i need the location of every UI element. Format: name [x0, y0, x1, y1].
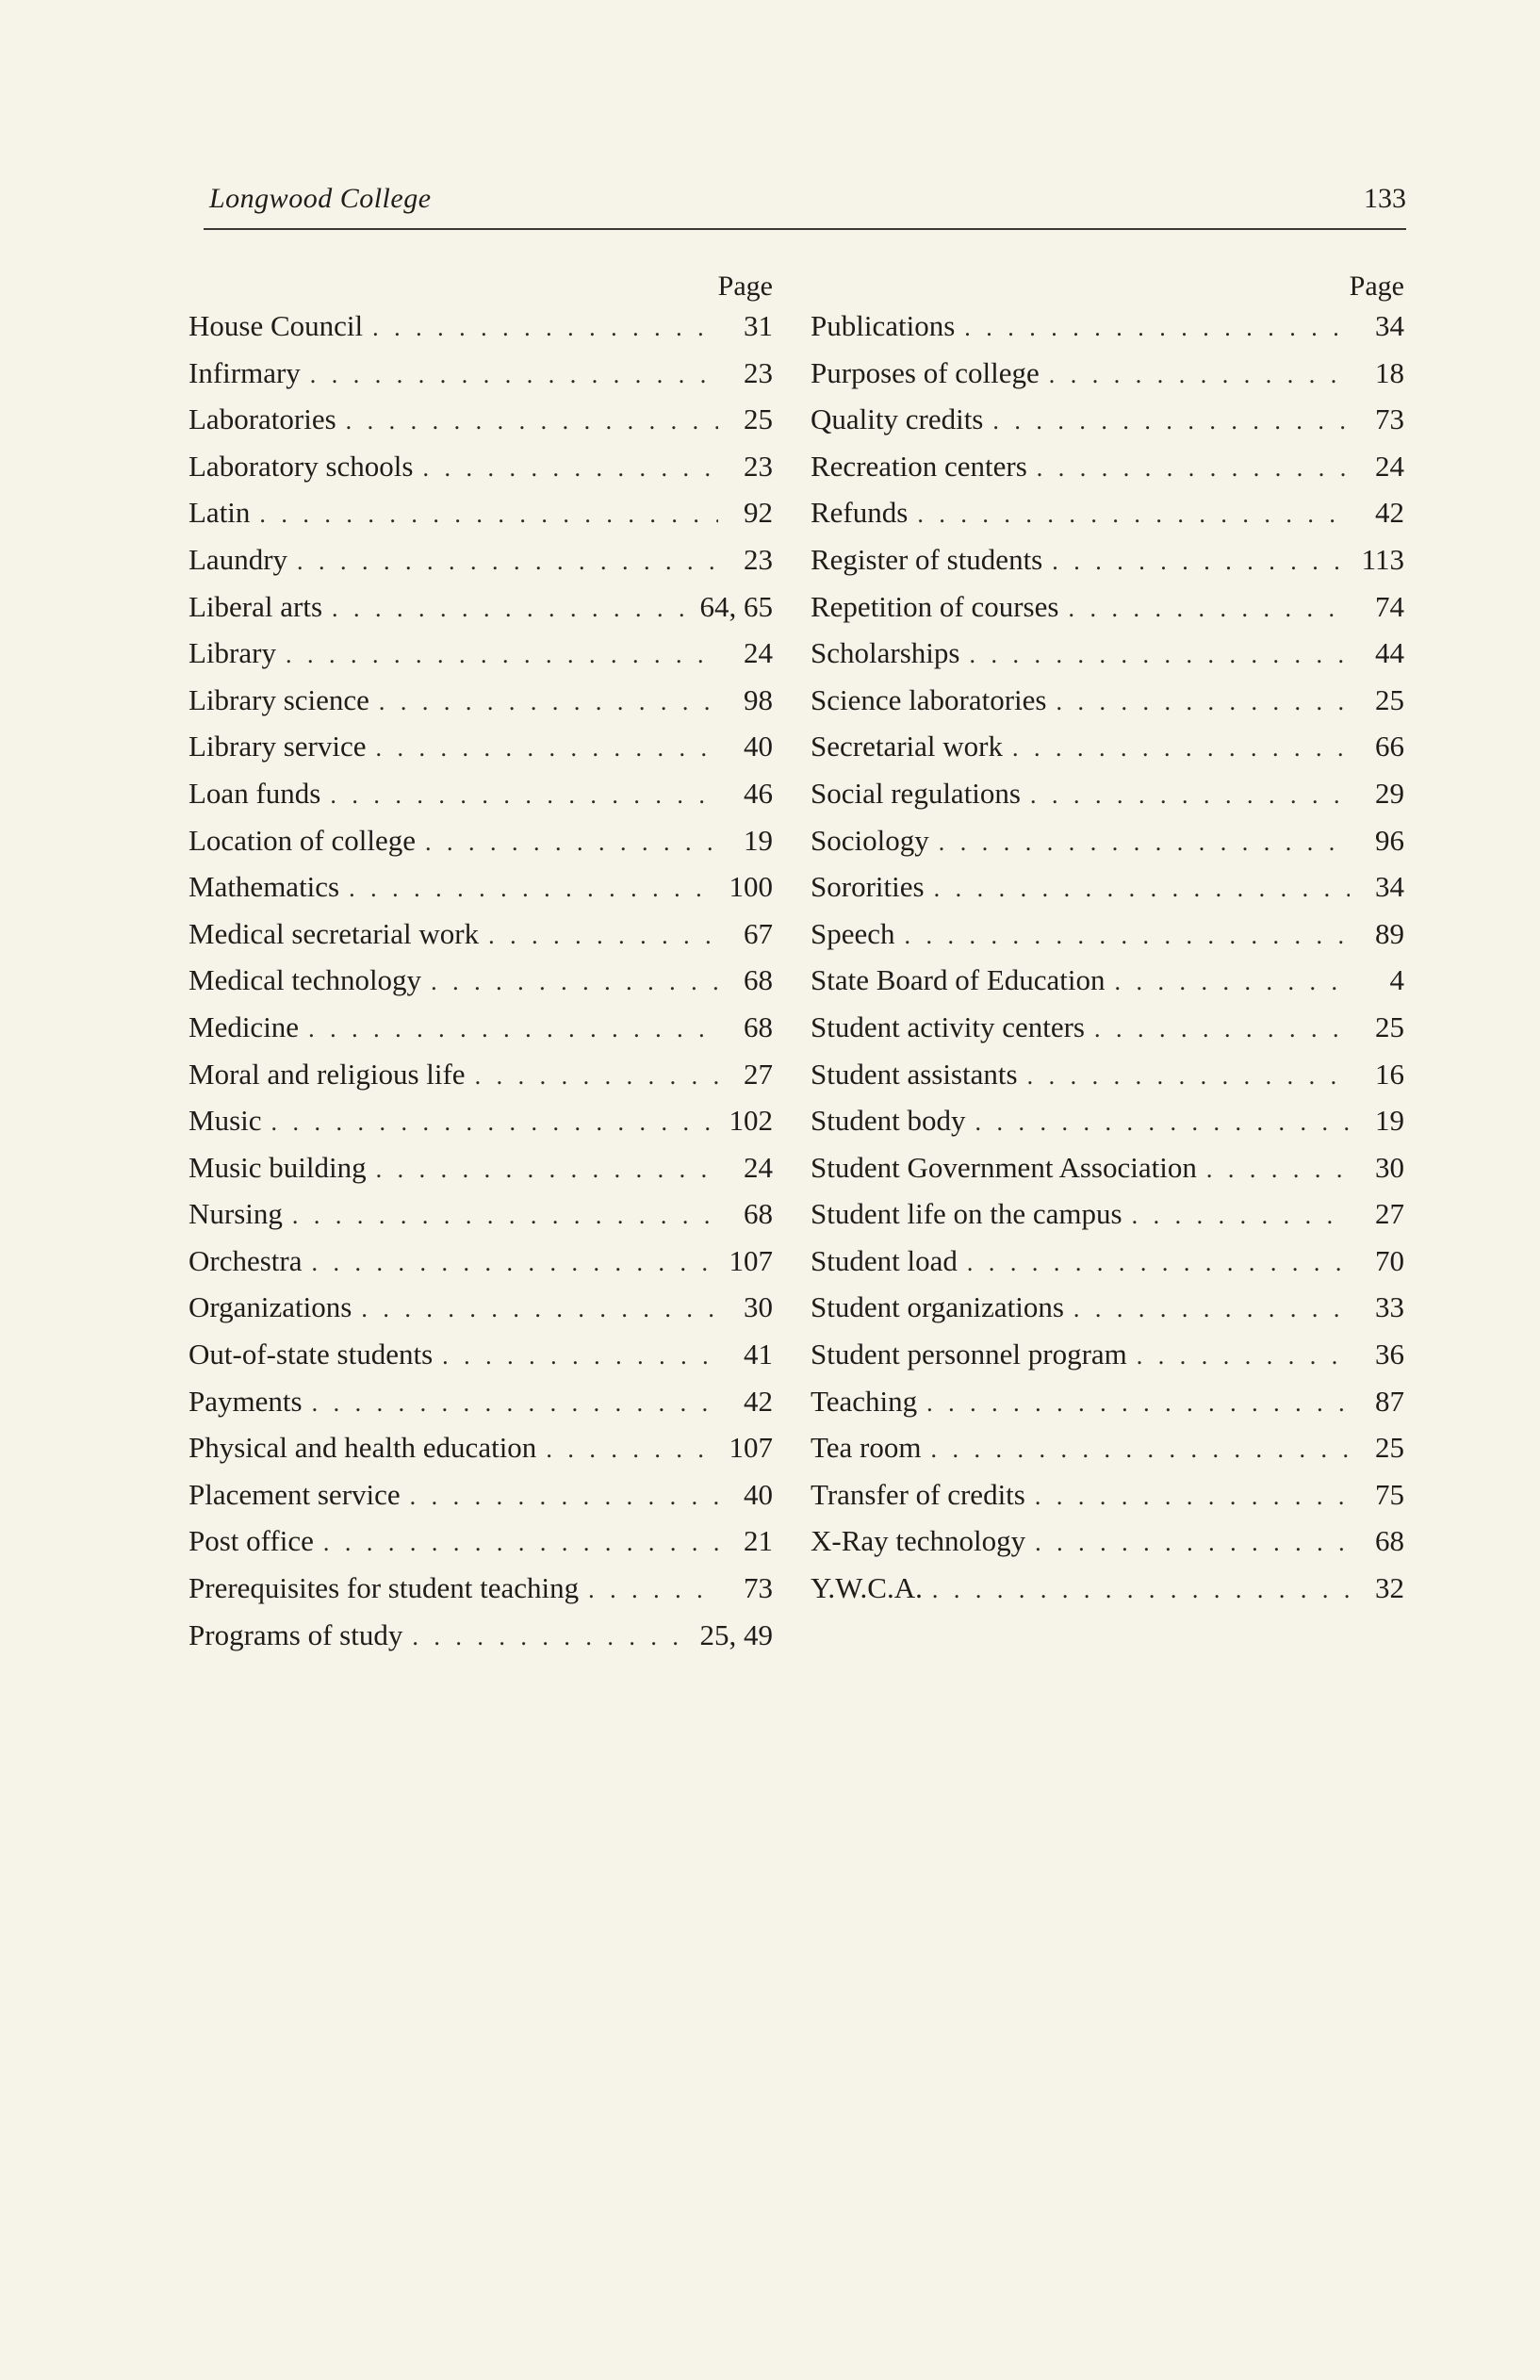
- entry-page-number: 96: [1375, 823, 1404, 857]
- entry-page-number: 41: [744, 1338, 773, 1371]
- index-entry: [811, 450, 1404, 497]
- dot-leader: [431, 968, 718, 996]
- entry-label: Secretarial work: [811, 730, 1003, 763]
- entry-page-number: 31: [744, 309, 773, 342]
- entry-label: Social regulations: [811, 776, 1021, 810]
- dot-leader: [1027, 1062, 1350, 1091]
- index-entry: [811, 777, 1404, 824]
- entry-page-number: 25: [744, 402, 773, 436]
- index-entry: [188, 1058, 773, 1105]
- entry-page-number: 33: [1375, 1290, 1404, 1324]
- entry-label: State Board of Education: [811, 963, 1106, 997]
- entry-label: Refunds: [811, 496, 909, 530]
- entry-label: Orchestra: [188, 1243, 303, 1277]
- entry-page-number: 40: [744, 730, 773, 763]
- entry-label: Student personnel program: [811, 1338, 1127, 1371]
- index-entry: [811, 1478, 1404, 1525]
- entry-page-number: 73: [1375, 402, 1404, 436]
- dot-leader: [330, 781, 718, 810]
- index-entry: [811, 1431, 1404, 1478]
- entry-label: Programs of study: [188, 1617, 403, 1651]
- entry-label: Speech: [811, 916, 895, 950]
- index-entry: [188, 402, 773, 450]
- index-entry: [188, 730, 773, 777]
- entry-label: Post office: [188, 1524, 314, 1558]
- dot-leader: [379, 688, 718, 716]
- dot-leader: [1052, 548, 1350, 576]
- dot-leader: [905, 922, 1350, 950]
- index-entry: [811, 1385, 1404, 1432]
- entry-label: Sororities: [811, 870, 925, 904]
- dot-leader: [964, 314, 1350, 342]
- dot-leader: [1030, 781, 1350, 810]
- dot-leader: [967, 1249, 1350, 1277]
- index-entry: [811, 496, 1404, 543]
- entry-page-number: 64, 65: [699, 589, 773, 623]
- entry-page-number: 19: [1375, 1104, 1404, 1138]
- entry-page-number: 19: [744, 823, 773, 857]
- entry-page-number: 100: [729, 870, 773, 904]
- entry-label: Laboratories: [188, 402, 336, 436]
- entry-label: Student load: [811, 1243, 958, 1277]
- index-entry: [188, 309, 773, 356]
- index-entry: [188, 496, 773, 543]
- index-entry: [811, 683, 1404, 730]
- dot-leader: [297, 548, 718, 576]
- entry-label: Medicine: [188, 1009, 300, 1043]
- entry-page-number: 21: [744, 1524, 773, 1558]
- entry-label: Scholarships: [811, 636, 960, 670]
- dot-leader: [442, 1342, 718, 1371]
- index-entry: [811, 1244, 1404, 1291]
- dot-leader: [975, 1108, 1350, 1137]
- index-entry: [811, 917, 1404, 964]
- entry-page-number: 46: [744, 776, 773, 810]
- entry-label: Payments: [188, 1384, 303, 1418]
- index-entry: [188, 1151, 773, 1198]
- entry-page-number: 29: [1375, 776, 1404, 810]
- column-heading: Page: [1349, 271, 1404, 302]
- entry-page-number: 36: [1375, 1338, 1404, 1371]
- entry-label: Laundry: [188, 542, 288, 576]
- entry-label: Purposes of college: [811, 355, 1040, 389]
- index-entry: [188, 1010, 773, 1058]
- entry-label: Repetition of courses: [811, 589, 1059, 623]
- index-column-right: [811, 264, 1404, 1618]
- entry-page-number: 67: [744, 916, 773, 950]
- entry-page-number: 4: [1389, 963, 1404, 997]
- entry-label: Sociology: [811, 823, 929, 857]
- entry-page-number: 73: [744, 1571, 773, 1605]
- index-entry: [188, 1338, 773, 1385]
- entry-list: [188, 309, 773, 1665]
- entry-label: Student assistants: [811, 1057, 1018, 1091]
- entry-label: Physical and health education: [188, 1431, 537, 1465]
- dot-leader: [930, 1436, 1350, 1464]
- dot-leader: [939, 829, 1350, 857]
- entry-label: Student activity centers: [811, 1009, 1085, 1043]
- entry-label: Y.W.C.A.: [811, 1571, 923, 1605]
- index-entry: [188, 683, 773, 730]
- dot-leader: [425, 829, 718, 857]
- entry-label: Publications: [811, 309, 956, 342]
- dot-leader: [488, 922, 718, 950]
- entry-page-number: 74: [1375, 589, 1404, 623]
- entry-label: Mathematics: [188, 870, 340, 904]
- running-title: Longwood College: [209, 183, 432, 214]
- page-header: [204, 179, 1406, 230]
- entry-label: Laboratory schools: [188, 449, 414, 483]
- index-entry: [188, 917, 773, 964]
- index-entry: [811, 963, 1404, 1010]
- entry-label: Student organizations: [811, 1290, 1064, 1324]
- entry-label: Recreation centers: [811, 449, 1027, 483]
- dot-leader: [412, 1623, 690, 1651]
- entry-page-number: 25: [1375, 682, 1404, 716]
- index-entry: [811, 730, 1404, 777]
- index-entry: [188, 824, 773, 871]
- entry-label: Liberal arts: [188, 589, 323, 623]
- dot-leader: [259, 501, 718, 529]
- entry-label: Teaching: [811, 1384, 918, 1418]
- entry-page-number: 23: [744, 449, 773, 483]
- entry-page-number: 40: [744, 1477, 773, 1511]
- entry-page-number: 18: [1375, 355, 1404, 389]
- index-entry: [188, 590, 773, 637]
- entry-label: Music building: [188, 1150, 367, 1184]
- entry-list: [811, 309, 1404, 1618]
- index-entry: [811, 543, 1404, 590]
- dot-leader: [1068, 595, 1350, 623]
- entry-label: Infirmary: [188, 355, 301, 389]
- dot-leader: [332, 595, 690, 623]
- entry-page-number: 16: [1375, 1057, 1404, 1091]
- entry-label: Organizations: [188, 1290, 352, 1324]
- entry-page-number: 23: [744, 355, 773, 389]
- index-entry: [811, 1290, 1404, 1338]
- dot-leader: [588, 1576, 718, 1604]
- entry-label: Music: [188, 1104, 262, 1138]
- dot-leader: [323, 1529, 718, 1557]
- entry-page-number: 24: [1375, 449, 1404, 483]
- entry-label: Location of college: [188, 823, 417, 857]
- entry-page-number: 25: [1375, 1431, 1404, 1465]
- index-entry: [188, 963, 773, 1010]
- index-entry: [188, 543, 773, 590]
- entry-page-number: 98: [744, 682, 773, 716]
- entry-label: Medical technology: [188, 963, 422, 997]
- entry-label: Prerequisites for student teaching: [188, 1571, 580, 1605]
- dot-leader: [1056, 688, 1350, 716]
- index-entry: [811, 1151, 1404, 1198]
- index-entry: [811, 870, 1404, 917]
- entry-page-number: 68: [744, 1197, 773, 1231]
- entry-page-number: 113: [1361, 542, 1404, 576]
- index-entry: [188, 1385, 773, 1432]
- entry-page-number: 25: [1375, 1009, 1404, 1043]
- entry-page-number: 25, 49: [699, 1617, 773, 1651]
- dot-leader: [292, 1202, 718, 1230]
- entry-label: Moral and religious life: [188, 1057, 466, 1091]
- entry-page-number: 27: [744, 1057, 773, 1091]
- entry-page-number: 107: [729, 1431, 773, 1465]
- entry-page-number: 89: [1375, 916, 1404, 950]
- entry-label: Student body: [811, 1104, 966, 1138]
- entry-label: Science laboratories: [811, 682, 1047, 716]
- index-entry: [188, 1290, 773, 1338]
- index-entry: [811, 636, 1404, 683]
- entry-page-number: 34: [1375, 309, 1404, 342]
- dot-leader: [372, 314, 718, 342]
- index-entry: [188, 777, 773, 824]
- index-entry: [811, 1524, 1404, 1571]
- index-entry: [811, 1104, 1404, 1151]
- index-entry: [188, 1431, 773, 1478]
- index-entry: [188, 1478, 773, 1525]
- dot-leader: [1035, 1529, 1350, 1557]
- dot-leader: [312, 1249, 719, 1277]
- dot-leader: [271, 1108, 719, 1137]
- entry-page-number: 107: [729, 1243, 773, 1277]
- entry-page-number: 23: [744, 542, 773, 576]
- index-entry: [188, 870, 773, 917]
- page-number: 133: [1364, 183, 1406, 214]
- index-entry: [188, 636, 773, 683]
- entry-label: Medical secretarial work: [188, 916, 480, 950]
- entry-page-number: 44: [1375, 636, 1404, 670]
- dot-leader: [376, 1156, 718, 1184]
- entry-label: Latin: [188, 496, 251, 530]
- dot-leader: [286, 641, 718, 669]
- index-entry: [188, 1104, 773, 1151]
- dot-leader: [1012, 734, 1350, 763]
- index-entry: [188, 1244, 773, 1291]
- entry-page-number: 75: [1375, 1477, 1404, 1511]
- dot-leader: [308, 1015, 718, 1043]
- entry-page-number: 102: [729, 1104, 773, 1138]
- entry-page-number: 68: [1375, 1524, 1404, 1558]
- dot-leader: [410, 1483, 718, 1511]
- entry-page-number: 68: [744, 1009, 773, 1043]
- entry-page-number: 87: [1375, 1384, 1404, 1418]
- entry-page-number: 32: [1375, 1571, 1404, 1605]
- dot-leader: [969, 641, 1350, 669]
- dot-leader: [346, 407, 718, 435]
- entry-label: Transfer of credits: [811, 1477, 1025, 1511]
- dot-leader: [934, 875, 1350, 903]
- index-entry: [188, 1197, 773, 1244]
- entry-label: Library service: [188, 730, 367, 763]
- entry-label: Quality credits: [811, 402, 984, 436]
- dot-leader: [1115, 968, 1351, 996]
- entry-label: Placement service: [188, 1477, 401, 1511]
- dot-leader: [475, 1062, 718, 1091]
- dot-leader: [1073, 1295, 1350, 1323]
- entry-label: Register of students: [811, 542, 1043, 576]
- dot-leader: [310, 361, 718, 389]
- index-entry: [188, 450, 773, 497]
- entry-page-number: 42: [744, 1384, 773, 1418]
- dot-leader: [375, 734, 718, 763]
- dot-leader: [546, 1436, 718, 1464]
- index-entry: [811, 309, 1404, 356]
- entry-page-number: 24: [744, 1150, 773, 1184]
- index-entry: [811, 402, 1404, 450]
- entry-label: Tea room: [811, 1431, 922, 1465]
- entry-label: X-Ray technology: [811, 1524, 1026, 1558]
- entry-page-number: 34: [1375, 870, 1404, 904]
- entry-page-number: 42: [1375, 496, 1404, 530]
- entry-label: House Council: [188, 309, 364, 342]
- entry-page-number: 24: [744, 636, 773, 670]
- dot-leader: [932, 1576, 1350, 1604]
- column-heading: Page: [717, 271, 773, 302]
- dot-leader: [917, 501, 1350, 529]
- entry-page-number: 30: [1375, 1150, 1404, 1184]
- index-entry: [188, 356, 773, 403]
- entry-label: Student life on the campus: [811, 1197, 1122, 1231]
- index-entry: [811, 356, 1404, 403]
- dot-leader: [349, 875, 718, 903]
- entry-label: Student Government Association: [811, 1150, 1197, 1184]
- entry-label: Library science: [188, 682, 369, 716]
- entry-label: Nursing: [188, 1197, 283, 1231]
- entry-page-number: 66: [1375, 730, 1404, 763]
- dot-leader: [992, 407, 1350, 435]
- entry-label: Out-of-state students: [188, 1338, 434, 1371]
- index-entry: [811, 1571, 1404, 1618]
- dot-leader: [422, 454, 718, 483]
- entry-page-number: 27: [1375, 1197, 1404, 1231]
- dot-leader: [1049, 361, 1350, 389]
- dot-leader: [1037, 454, 1350, 483]
- entry-page-number: 30: [744, 1290, 773, 1324]
- index-entry: [811, 590, 1404, 637]
- index-entry: [811, 824, 1404, 871]
- dot-leader: [1035, 1483, 1350, 1511]
- entry-page-number: 92: [744, 496, 773, 530]
- entry-label: Library: [188, 636, 276, 670]
- index-column-left: [188, 264, 773, 1665]
- entry-page-number: 70: [1375, 1243, 1404, 1277]
- index-entry: [811, 1338, 1404, 1385]
- index-entry: [188, 1618, 773, 1666]
- index-entry: [188, 1571, 773, 1618]
- dot-leader: [1094, 1015, 1350, 1043]
- index-entry: [811, 1010, 1404, 1058]
- dot-leader: [1206, 1156, 1350, 1184]
- dot-leader: [361, 1295, 718, 1323]
- entry-label: Loan funds: [188, 776, 321, 810]
- dot-leader: [1137, 1342, 1350, 1371]
- dot-leader: [1132, 1202, 1350, 1230]
- dot-leader: [312, 1389, 718, 1418]
- dot-leader: [926, 1389, 1350, 1418]
- index-entry: [188, 1524, 773, 1571]
- index-entry: [811, 1197, 1404, 1244]
- entry-page-number: 68: [744, 963, 773, 997]
- index-entry: [811, 1058, 1404, 1105]
